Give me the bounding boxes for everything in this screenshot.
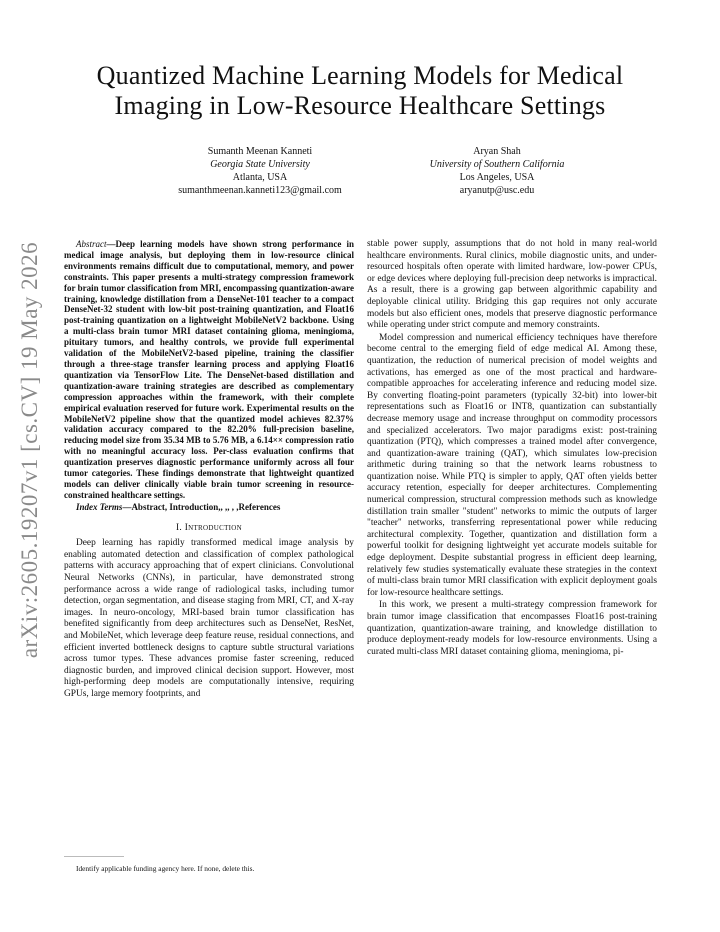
author-block-1 <box>140 145 380 197</box>
arxiv-identifier: arXiv:2605.19207v1 [cs.CV] 19 May 2026 <box>17 241 43 659</box>
left-column <box>64 239 354 701</box>
author-name: Sumanth Meenan Kanneti <box>207 146 313 157</box>
paper-title: Quantized Machine Learning Models for Medical Imaging in Low-Resource Healthcare Settings <box>96 61 624 120</box>
footnote: Identify applicable funding agency here. If none, delete this. <box>76 864 255 873</box>
paragraph: stable power supply, assumptions that do not hold in many real-world healthcare environments. Rural clinics, mobile diagnostic units, and under-resourced hospitals often operate with limited hardware, low-power CPUs, or edge devices where deploying full-precision deep networks is impractical. As a result, there is a growing gap between algorithmic capability and deployable clinical utility. Bridging this gap requires not only accurate models but also efficient ones, models that preserve diagnostic performance while operating under strict compute and memory constraints. <box>367 239 657 331</box>
author-name: Aryan Shah <box>473 146 521 157</box>
index-terms-text: —Abstract, Introduction,, ,, , ,References <box>122 501 281 512</box>
footnote-rule <box>64 856 124 857</box>
author-affiliation: University of Southern California <box>429 159 565 170</box>
abstract-text: —Deep learning models have shown strong performance in medical image analysis, but deploying them in low-resource clinical environments remains difficult due to computational, memory, and power constraints. This paper presents a multi-strategy compression framework for brain tumor classification from MRI, encompassing quantization-aware training, knowledge distillation from a DenseNet-101 teacher to a compact DenseNet-32 student with low-bit post-training quantization, and Float16 post-training quantization on a lightweight MobileNetV2 backbone. Using a multi-class brain tumor MRI dataset containing glioma, meningioma, pituitary tumors, and healthy controls, we provide full experimental validation of the MobileNetV2-based pipeline, training the classifier through a three-stage transfer learning process and applying Float16 quantization via TensorFlow Lite. The DenseNet-based distillation and quantization-aware training strategies are described as complementary compression approaches within the framework, with their complete empirical evaluation reserved for future work. Experimental results on the MobileNetV2 pipeline show that the quantized model achieves 82.37% validation accuracy compared to the 82.20% full-precision baseline, reducing model size from 35.34 MB to 5.76 MB, a 6.14×× compression ratio with no meaningful accuracy loss. Per-class evaluation confirms that quantization preserves diagnostic performance uniformly across all four tumor categories. These findings demonstrate that lightweight quantized models can deliver clinically viable brain tumor screening in resource-constrained healthcare settings. <box>64 239 354 500</box>
index-terms-lead: Index Terms <box>76 501 123 512</box>
author-email: aryanutp@usc.edu <box>459 185 535 196</box>
paragraph: Deep learning has rapidly transformed medical image analysis by enabling automated detection and classification of complex pathological patterns with accuracy approaching that of expert clinicians. Convolutional Neural Networks (CNNs), in particular, have demonstrated strong performance across a wide range of radiological tasks, including tumor detection, organ segmentation, and disease staging from MRI, CT, and X-ray images. In neuro-oncology, MRI-based brain tumor classification has benefited significantly from deep architectures such as DenseNet, ResNet, and MobileNet, which leverage deep feature reuse, residual connections, and efficient inverted bottleneck designs to capture subtle structural variations across tumor types. These advances promise faster screening, reduced diagnostic burden, and improved clinical decision support. However, most high-performing deep models are computationally intensive, requiring GPUs, large memory footprints, and <box>64 538 354 699</box>
author-affiliation: Georgia State University <box>210 159 310 170</box>
author-location: Atlanta, USA <box>232 172 288 183</box>
abstract-lead: Abstract <box>76 239 107 249</box>
author-block-2 <box>377 145 617 197</box>
paragraph: In this work, we present a multi-strategy compression framework for brain tumor image classification that encompasses Float16 post-training quantization, quantization-aware training, and knowledge distillation to produce deployment-ready models for low-resource environments. Using a curated multi-class MRI dataset containing glioma, meningioma, pi- <box>367 600 657 657</box>
abstract <box>64 239 354 501</box>
author-email: sumanthmeenan.kanneti123@gmail.com <box>178 185 342 196</box>
arxiv-sidebar-stamp <box>8 240 52 660</box>
paragraph: Model compression and numerical efficiency techniques have therefore become central to the emerging field of edge medical AI. Among these, quantization, the reduction of numerical precision of model weights and activations, has emerged as one of the most practical and hardware-compatible approaches for accelerating inference and reducing model size. By converting floating-point parameters (typically 32-bit) into lower-bit representations such as Float16 or INT8, quantization can substantially decrease memory usage and increase throughput on commodity processors and specialized accelerators. Two major paradigms exist: post-training quantization (PTQ), which compresses a trained model after convergence, and quantization-aware training (QAT), which simulates low-precision arithmetic during training so that the network learns robustness to quantization noise. While PTQ is simpler to apply, QAT often yields better accuracy retention, especially for deeper architectures. Complementing numerical compression, structural compression methods such as knowledge distillation train smaller "student" networks to mimic the outputs of larger "teacher" networks, transferring representational power while reducing architectural complexity. Together, quantization and distillation form a powerful toolkit for designing lightweight yet accurate models suitable for edge deployment. Despite substantial progress in efficient deep learning, relatively few studies systematically evaluate these strategies in the context of multi-class brain tumor MRI classification with explicit deployment goals for low-resource healthcare settings. <box>367 332 657 598</box>
index-terms <box>64 502 354 513</box>
author-location: Los Angeles, USA <box>459 172 535 183</box>
right-column <box>367 239 657 658</box>
section-heading-introduction: I. Introduction <box>176 522 242 533</box>
